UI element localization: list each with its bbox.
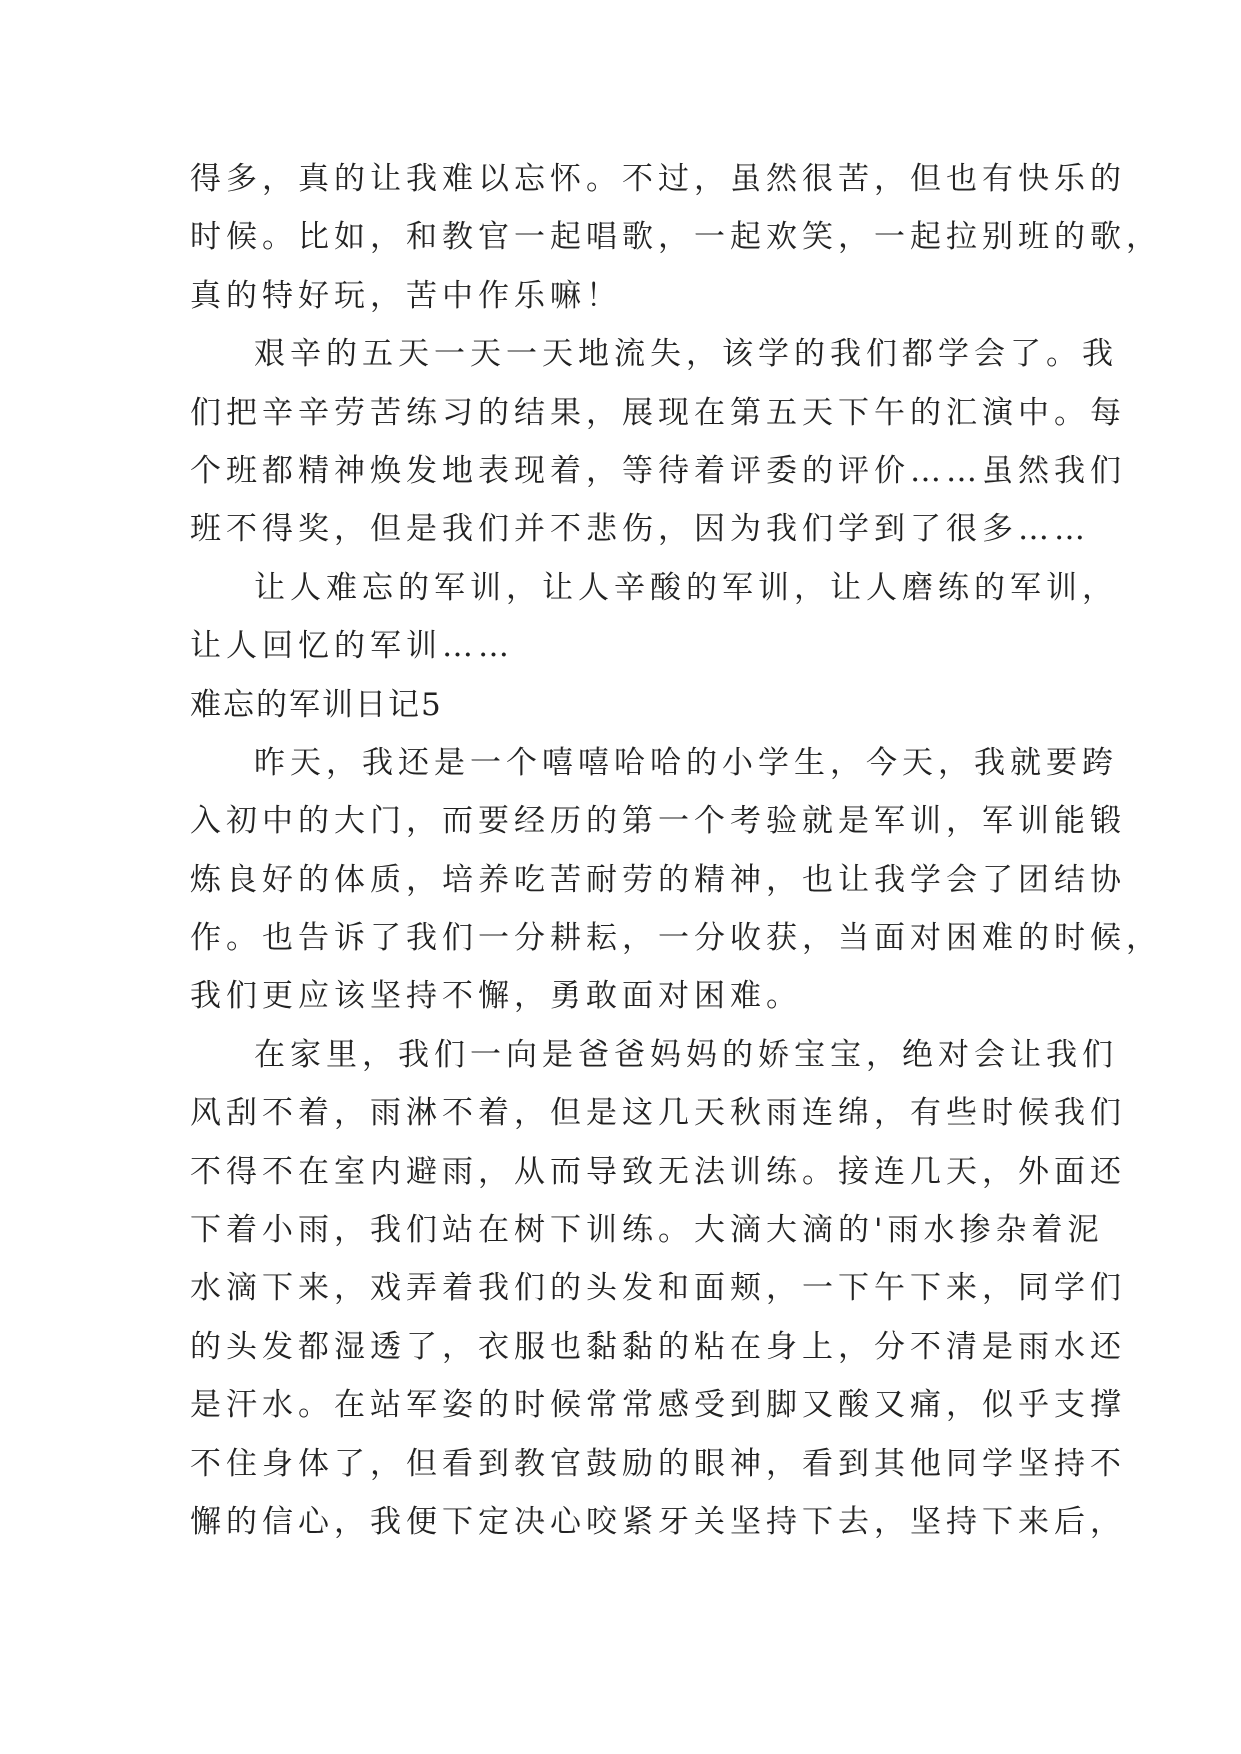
text-line: 作。也告诉了我们一分耕耘，一分收获，当面对困难的时候，: [190, 920, 1162, 957]
text-line: 炼良好的体质，培养吃苦耐劳的精神，也让我学会了团结协: [190, 861, 1126, 898]
text-line: 入初中的大门，而要经历的第一个考验就是军训，军训能锻: [190, 803, 1126, 840]
text-line: 时候。比如，和教官一起唱歌，一起欢笑，一起拉别班的歌，: [190, 219, 1162, 256]
text-line: 让人回忆的军训……: [190, 628, 514, 665]
section-heading: 难忘的军训日记5: [190, 686, 443, 723]
text-line: 的头发都湿透了，衣服也黏黏的粘在身上，分不清是雨水还: [190, 1328, 1126, 1365]
text-line: 我们更应该坚持不懈，勇敢面对困难。: [190, 978, 802, 1015]
text-line: 个班都精神焕发地表现着，等待着评委的评价……虽然我们: [190, 452, 1126, 489]
paragraph-first-line: 让人难忘的军训，让人辛酸的军训，让人磨练的军训，: [254, 569, 1118, 606]
paragraph-first-line: 昨天，我还是一个嘻嘻哈哈的小学生，今天，我就要跨: [254, 744, 1118, 781]
text-line: 不住身体了，但看到教官鼓励的眼神，看到其他同学坚持不: [190, 1445, 1126, 1482]
diary-text: [190, 150, 1162, 1551]
paragraph-first-line: 艰辛的五天一天一天地流失，该学的我们都学会了。我: [254, 336, 1118, 373]
text-line: 风刮不着，雨淋不着，但是这几天秋雨连绵，有些时候我们: [190, 1095, 1126, 1132]
text-line: 懈的信心，我便下定决心咬紧牙关坚持下去，坚持下来后，: [190, 1503, 1126, 1540]
text-line: 真的特好玩，苦中作乐嘛！: [190, 277, 622, 314]
text-line: 得多，真的让我难以忘怀。不过，虽然很苦，但也有快乐的: [190, 161, 1126, 197]
text-line: 下着小雨，我们站在树下训练。大滴大滴的'雨水掺杂着泥: [190, 1212, 1104, 1249]
text-line: 水滴下来，戏弄着我们的头发和面颊，一下午下来，同学们: [190, 1270, 1126, 1307]
text-line: 班不得奖，但是我们并不悲伤，因为我们学到了很多……: [190, 511, 1090, 548]
text-line: 是汗水。在站军姿的时候常常感受到脚又酸又痛，似乎支撑: [190, 1387, 1126, 1424]
paragraph-first-line: 在家里，我们一向是爸爸妈妈的娇宝宝，绝对会让我们: [254, 1036, 1118, 1073]
text-line: 不得不在室内避雨，从而导致无法训练。接连几天，外面还: [190, 1153, 1126, 1190]
text-line: 们把辛辛劳苦练习的结果，展现在第五天下午的汇演中。每: [190, 394, 1126, 431]
